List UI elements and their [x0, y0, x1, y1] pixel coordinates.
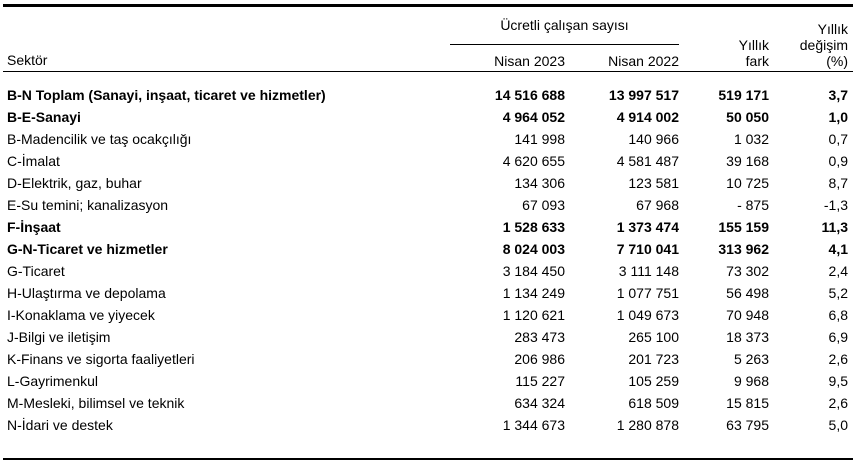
sector-cell: H-Ulaştırma ve depolama — [7, 284, 166, 301]
value-2022-cell: 13 997 517 — [608, 86, 679, 103]
table-body — [3, 72, 853, 436]
table-row — [3, 84, 853, 106]
sector-cell: C-İmalat — [7, 152, 60, 169]
sector-cell: G-Ticaret — [7, 262, 65, 279]
value-2023-cell: 4 620 655 — [502, 152, 565, 169]
value-2023-cell: 1 344 673 — [502, 416, 565, 433]
table-row — [3, 172, 853, 194]
annual-change-pct-cell: 6,9 — [828, 328, 848, 345]
value-2023-cell: 8 024 003 — [502, 240, 565, 257]
annual-difference-cell: 10 725 — [726, 174, 769, 191]
table-row — [3, 194, 853, 216]
annual-change-pct-cell: 2,4 — [828, 262, 848, 279]
table-row — [3, 150, 853, 172]
table-row — [3, 326, 853, 348]
annual-change-pct-cell: 0,7 — [828, 130, 848, 147]
sector-cell: J-Bilgi ve iletişim — [7, 328, 111, 345]
table-row — [3, 106, 853, 128]
annual-change-pct-cell: 11,3 — [821, 218, 848, 235]
annual-difference-cell: 50 050 — [726, 108, 769, 125]
bottom-rule — [3, 458, 853, 461]
sector-cell: I-Konaklama ve yiyecek — [7, 306, 155, 323]
value-2023-cell: 1 120 621 — [502, 306, 565, 323]
annual-difference-cell: 1 032 — [733, 130, 769, 147]
value-2023-cell: 14 516 688 — [494, 86, 565, 103]
value-2022-cell: 618 509 — [628, 394, 679, 411]
value-2023-cell: 134 306 — [514, 174, 565, 191]
column-header-yillik-fark — [679, 37, 769, 71]
annual-difference-cell: 70 948 — [726, 306, 769, 323]
value-2022-cell: 1 049 673 — [616, 306, 679, 323]
sector-cell: B-Madencilik ve taş ocakçılığı — [7, 130, 192, 147]
value-2023-cell: 1 528 633 — [502, 218, 565, 235]
value-2023-cell: 4 964 052 — [502, 108, 565, 125]
annual-difference-cell: 519 171 — [718, 86, 769, 103]
annual-change-pct-cell: 2,6 — [828, 350, 848, 367]
value-2022-cell: 1 373 474 — [616, 218, 679, 235]
table-row — [3, 260, 853, 282]
annual-change-pct-cell: 4,1 — [828, 240, 848, 257]
column-header-yillik-degisim — [769, 21, 853, 71]
spanner-title: Ücretli çalışan sayısı — [450, 17, 679, 45]
annual-change-pct-cell: 0,9 — [828, 152, 848, 169]
table-row — [3, 392, 853, 414]
annual-change-pct-cell: 8,7 — [828, 174, 848, 191]
table-header — [3, 7, 853, 72]
sector-cell: G-N-Ticaret ve hizmetler — [7, 240, 168, 257]
value-2023-cell: 3 184 450 — [502, 262, 565, 279]
yillik-fark-line-2: fark — [745, 52, 769, 69]
annual-change-pct-cell: 6,8 — [828, 306, 848, 323]
yillik-degisim-line-2: değişim — [799, 36, 848, 53]
annual-difference-cell: - 875 — [737, 196, 769, 213]
table-row — [3, 216, 853, 238]
table-row — [3, 304, 853, 326]
value-2023-cell: 283 473 — [514, 328, 565, 345]
annual-difference-cell: 313 962 — [718, 240, 769, 257]
value-2022-cell: 3 111 148 — [618, 262, 679, 279]
annual-change-pct-cell: 9,5 — [828, 372, 848, 389]
sector-cell: F-İnşaat — [7, 218, 61, 235]
sector-cell: L-Gayrimenkul — [7, 372, 99, 389]
value-2023-cell: 1 134 249 — [502, 284, 565, 301]
annual-change-pct-cell: 3,7 — [828, 86, 848, 103]
paid-employees-spanner — [460, 7, 679, 69]
table-row — [3, 282, 853, 304]
table-row — [3, 348, 853, 370]
sector-cell: M-Mesleki, bilimsel ve teknik — [7, 394, 185, 411]
annual-change-pct-cell: 2,6 — [828, 394, 848, 411]
column-header-nisan-2023: Nisan 2023 — [494, 52, 565, 69]
value-2022-cell: 265 100 — [628, 328, 679, 345]
annual-difference-cell: 9 968 — [733, 372, 769, 389]
sector-cell: E-Su temini; kanalizasyon — [7, 196, 169, 213]
value-2022-cell: 1 077 751 — [616, 284, 679, 301]
annual-change-pct-cell: 5,2 — [828, 284, 848, 301]
sector-cell: B-N Toplam (Sanayi, inşaat, ticaret ve hizmetler) — [7, 86, 326, 103]
sector-cell: K-Finans ve sigorta faaliyetleri — [7, 350, 195, 367]
value-2022-cell: 123 581 — [628, 174, 679, 191]
value-2023-cell: 206 986 — [514, 350, 565, 367]
value-2022-cell: 140 966 — [628, 130, 679, 147]
annual-difference-cell: 15 815 — [726, 394, 769, 411]
column-header-nisan-2022: Nisan 2022 — [608, 52, 679, 69]
value-2022-cell: 4 914 002 — [616, 108, 679, 125]
value-2023-cell: 115 227 — [515, 372, 565, 389]
annual-change-pct-cell: 1,0 — [828, 108, 848, 125]
annual-difference-cell: 56 498 — [726, 284, 769, 301]
sector-column-header: Sektör — [7, 51, 48, 68]
annual-change-pct-cell: -1,3 — [823, 196, 848, 213]
annual-difference-cell: 39 168 — [726, 152, 769, 169]
value-2023-cell: 634 324 — [514, 394, 565, 411]
sector-cell: B-E-Sanayi — [7, 108, 81, 125]
value-2022-cell: 105 259 — [628, 372, 679, 389]
table-row — [3, 370, 853, 392]
value-2022-cell: 7 710 041 — [616, 240, 679, 257]
table-row — [3, 128, 853, 150]
spanner-subcolumns — [460, 53, 679, 69]
value-2023-cell: 67 093 — [522, 196, 565, 213]
annual-difference-cell: 5 263 — [733, 350, 769, 367]
annual-difference-cell: 63 795 — [726, 416, 769, 433]
annual-change-pct-cell: 5,0 — [828, 416, 848, 433]
annual-difference-cell: 73 302 — [726, 262, 769, 279]
annual-difference-cell: 18 373 — [726, 328, 769, 345]
table-row — [3, 238, 853, 260]
value-2022-cell: 67 968 — [636, 196, 679, 213]
yillik-degisim-line-1: Yıllık — [817, 20, 848, 37]
yillik-degisim-line-3: (%) — [826, 52, 848, 69]
value-2022-cell: 4 581 487 — [616, 152, 679, 169]
yillik-fark-line-1: Yıllık — [738, 36, 769, 53]
value-2023-cell: 141 998 — [514, 130, 565, 147]
value-2022-cell: 1 280 878 — [616, 416, 679, 433]
sector-cell: D-Elektrik, gaz, buhar — [7, 174, 142, 191]
sector-cell: N-İdari ve destek — [7, 416, 113, 433]
table-row — [3, 414, 853, 436]
annual-difference-cell: 155 159 — [718, 218, 769, 235]
value-2022-cell: 201 723 — [628, 350, 679, 367]
